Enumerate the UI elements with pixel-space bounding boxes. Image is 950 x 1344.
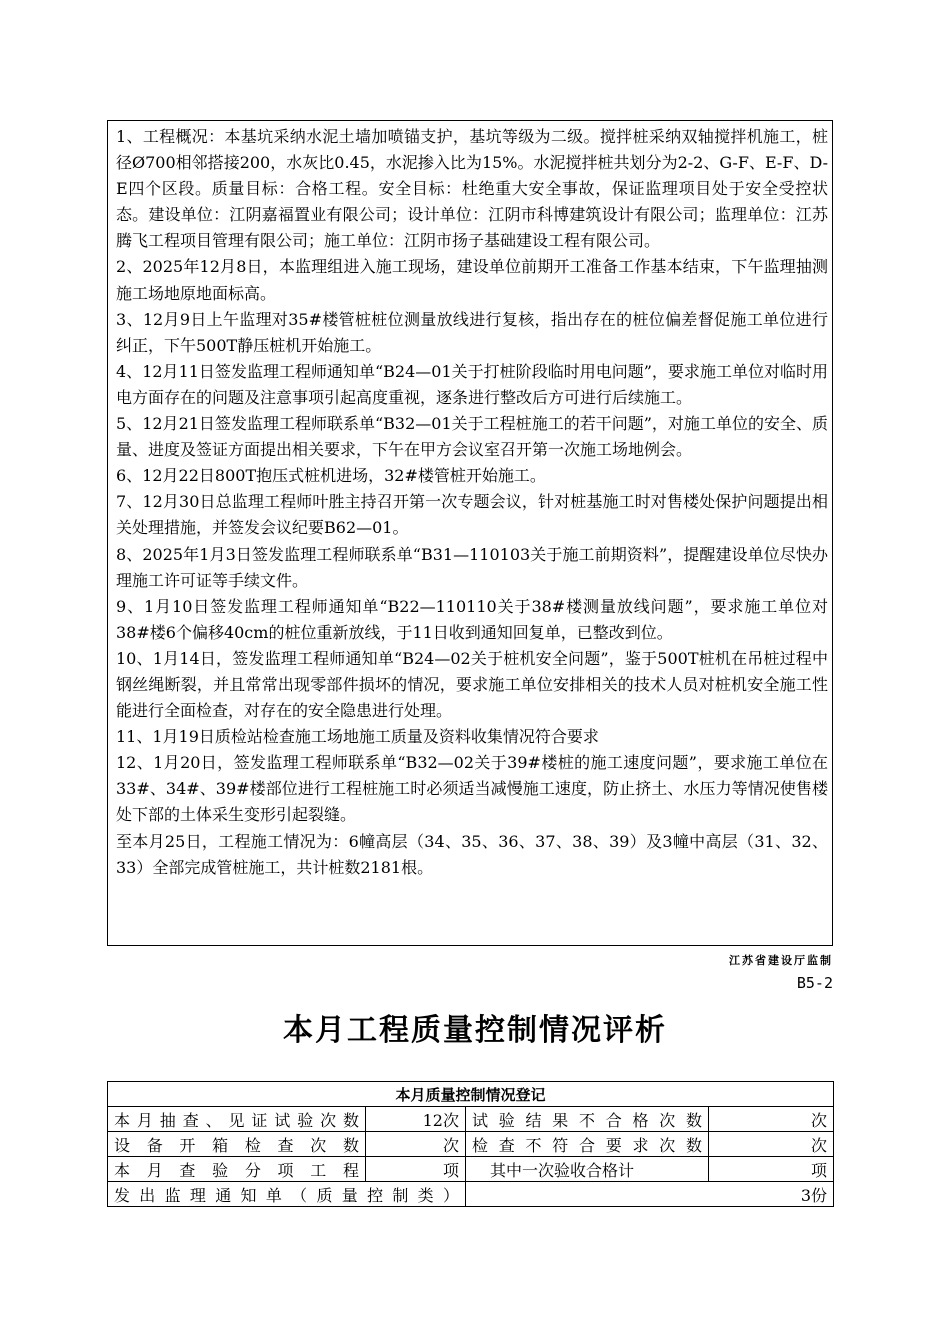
log-paragraph: 2、2025年12月8日，本监理组进入施工现场，建设单位前期开工准备工作基本结束，下午监理抽测施工场地原地面标高。 [116, 257, 828, 303]
page-title: 本月工程质量控制情况评析 [283, 1013, 667, 1048]
log-paragraph: 1、工程概况：本基坑采纳水泥土墙加喷锚支护，基坑等级为二级。搅拌桩采纳双轴搅拌机施工，桩径Ø700相邻搭接200，水灰比0.45，水泥掺入比为15%。水泥搅拌桩共划分为2-2、G-F、E-F、D-E四个区段。质量目标：合格工程。安全目标：杜绝重大安全事故，保证监理项目处于安全受控状态。建设单位：江阴嘉福置业有限公司；设计单位：江阴市科博建筑设计有限公司；监理单位：江苏腾飞工程项目管理有限公司；施工单位：江阴市扬子基础建设工程有限公司。 [116, 127, 828, 251]
row-label: 检查不符合要求次数 [466, 1132, 709, 1157]
row-value: 项 [366, 1157, 466, 1182]
quality-register-table [107, 1081, 834, 1207]
row-value: 次 [709, 1132, 834, 1157]
table-row [108, 1157, 834, 1182]
log-paragraph: 7、12月30日总监理工程师叶胜主持召开第一次专题会议，针对桩基施工时对售楼处保护问题提出相关处理措施，并签发会议纪要B62—01。 [116, 492, 828, 538]
table-header: 本月质量控制情况登记 [108, 1082, 834, 1107]
table-row [108, 1182, 834, 1207]
row-label: 发出监理通知单（质量控制类） [108, 1182, 466, 1207]
row-value: 3份 [466, 1182, 834, 1207]
table-row [108, 1132, 834, 1157]
supervisor-note: 江苏省建设厅监制 [729, 954, 833, 967]
log-paragraph: 5、12月21日签发监理工程师联系单“B32—01关于工程桩施工的若干问题”，对施工单位的安全、质量、进度及签证方面提出相关要求，下午在甲方会议室召开第一次施工场地例会。 [116, 414, 828, 460]
log-paragraph: 8、2025年1月3日签发监理工程师联系单“B31—110103关于施工前期资料”，提醒建设单位尽快办理施工许可证等手续文件。 [116, 544, 828, 590]
log-paragraph: 10、1月14日，签发监理工程师通知单“B24—02关于桩机安全问题”，鉴于500T桩机在吊桩过程中钢丝绳断裂，并且常常出现零部件损坏的情况，要求施工单位安排相关的技术人员对桩机安全施工性能进行全面检查，对存在的安全隐患进行处理。 [116, 648, 828, 721]
log-paragraph: 4、12月11日签发监理工程师通知单“B24—01关于打桩阶段临时用电问题”，要求施工单位对临时用电方面存在的问题及注意事项引起高度重视，逐条进行整改后方可进行后续施工。 [116, 361, 828, 407]
table-row [108, 1107, 834, 1132]
form-code: B5-2 [796, 974, 833, 992]
log-paragraph: 12、1月20日，签发监理工程师联系单“B32—02关于39#楼桩的施工速度问题”，要求施工单位在33#、34#、39#楼部位进行工程桩施工时必须适当减慢施工速度，防止挤土、水压力等情况使售楼处下部的土体采生变形引起裂缝。 [116, 753, 828, 825]
table-header-row [108, 1082, 834, 1107]
row-label: 本月抽查、见证试验次数 [108, 1107, 366, 1132]
row-value: 12次 [366, 1107, 466, 1132]
row-label: 试验结果不合格次数 [466, 1107, 709, 1132]
row-value: 次 [366, 1132, 466, 1157]
work-log [116, 124, 828, 881]
log-paragraph: 3、12月9日上午监理对35#楼管桩桩位测量放线进行复核，指出存在的桩位偏差督促施工单位进行纠正，下午500T静压桩机开始施工。 [116, 309, 828, 355]
log-paragraph: 至本月25日，工程施工情况为：6幢高层（34、35、36、37、38、39）及3幢中高层（31、32、33）全部完成管桩施工，共计桩数2181根。 [116, 831, 828, 877]
row-label: 本月查验分项工程 [108, 1157, 366, 1182]
log-paragraph: 11、1月19日质检站检查施工场地施工质量及资料收集情况符合要求 [116, 727, 599, 747]
row-value: 次 [709, 1107, 834, 1132]
log-paragraph: 9、1月10日签发监理工程师通知单“B22—110110关于38#楼测量放线问题”，要求施工单位对38#楼6个偏移40cm的桩位重新放线，于11日收到通知回复单，已整改到位。 [116, 596, 828, 642]
log-paragraph: 6、12月22日800T抱压式桩机进场，32#楼管桩开始施工。 [116, 466, 546, 486]
row-label: 其中一次验收合格计 [466, 1157, 709, 1182]
row-value: 项 [709, 1157, 834, 1182]
row-label: 设备开箱检查次数 [108, 1132, 366, 1157]
